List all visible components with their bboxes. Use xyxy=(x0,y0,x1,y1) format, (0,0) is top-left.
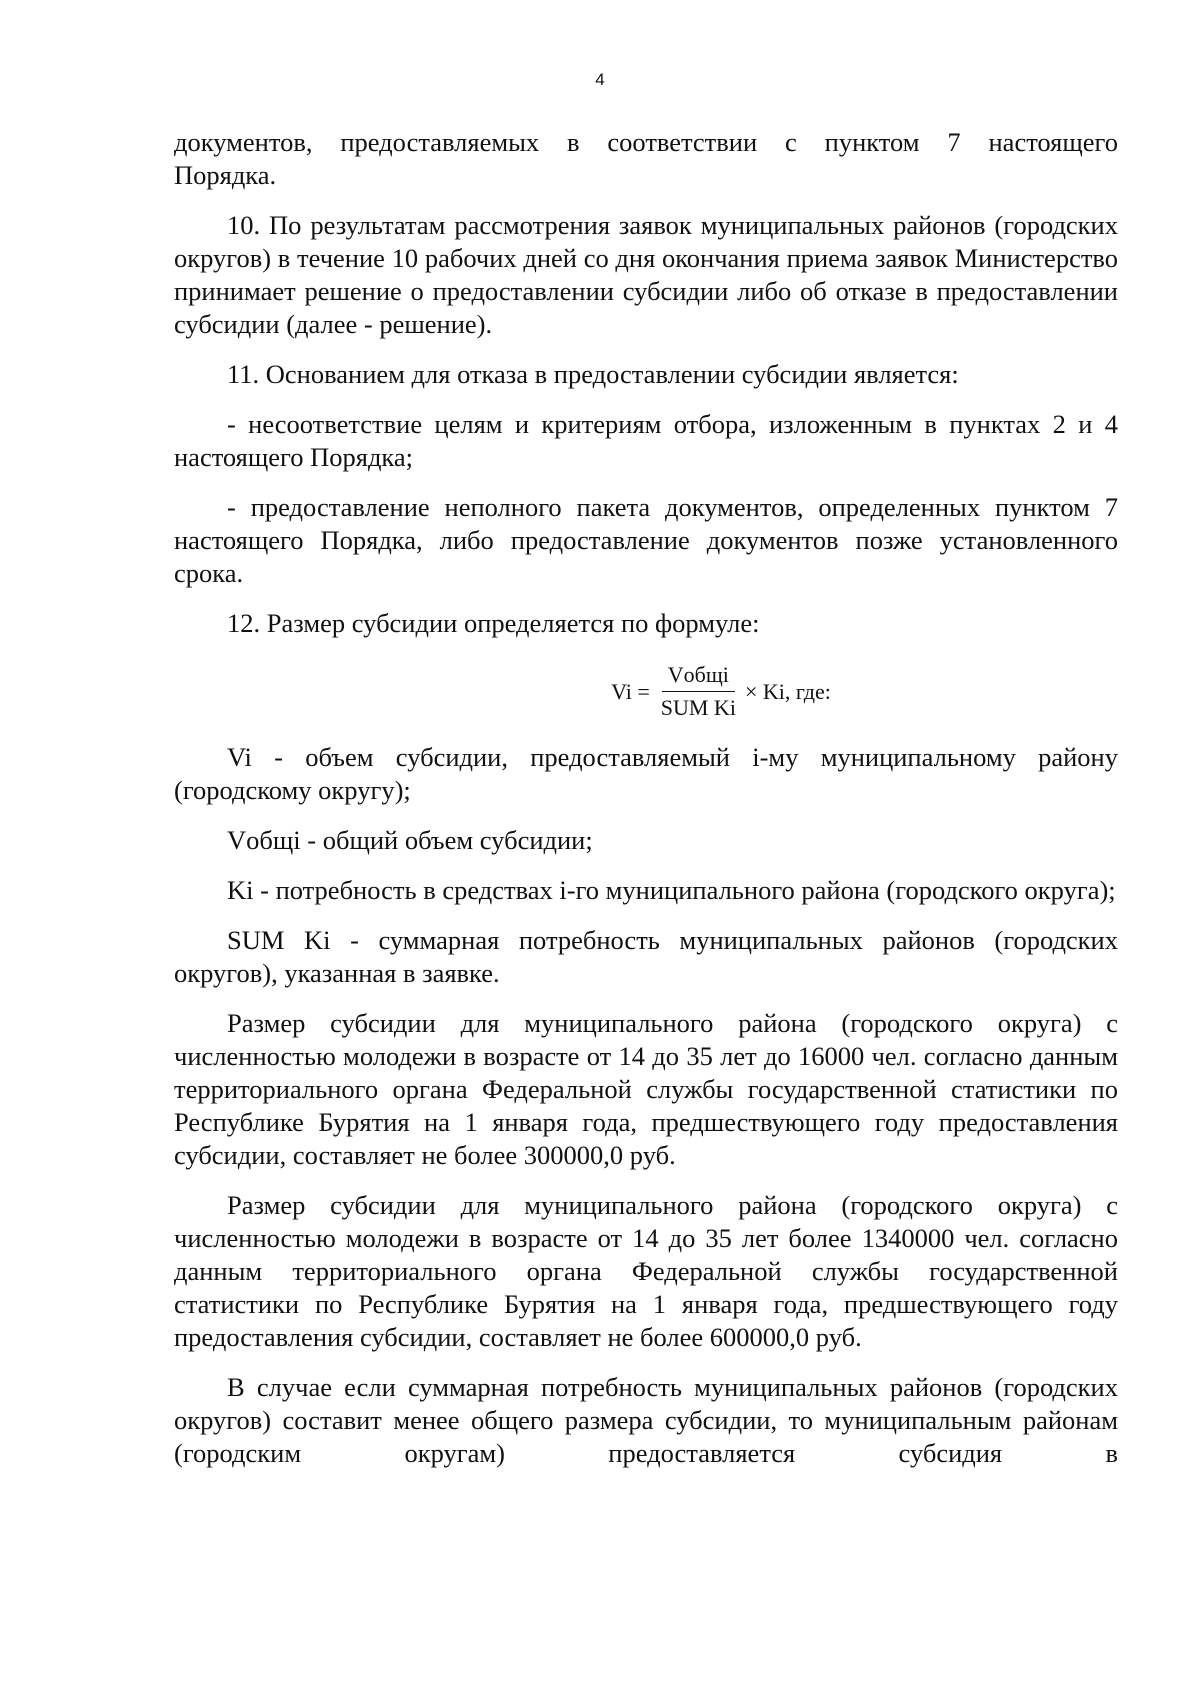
paragraph-subsidy-limit-small: Размер субсидии для муниципального района (городского округа) с численностью молодежи в возрасте от 14 до 35 лет до 16000 чел. согласно данным территориального органа Федеральной службы государственной статистики по Республике Бурятия на 1 января года, предшествующего году предоставления субсидии, составляет не более 300000,0 руб. xyxy=(174,1008,1118,1170)
definition-vtotal: Vобщі - общий объем субсидии; xyxy=(227,825,593,855)
definition-sum-ki: SUM Ki - суммарная потребность муниципальных районов (городских округов), указанная в заявке. xyxy=(174,925,1118,988)
subsidy-formula xyxy=(324,662,1118,721)
page-number: 4 xyxy=(595,70,605,89)
paragraph-10-decision: 10. По результатам рассмотрения заявок муниципальных районов (городских округов) в течение 10 рабочих дней со дня окончания приема заявок Министерство принимает решение о предоставлении субсидии либо об отказе в предоставлении субсидии (далее - решение). xyxy=(174,210,1118,339)
paragraph-continuation-line-2: Порядка. xyxy=(174,160,277,190)
formula-denominator: SUM Ki xyxy=(660,695,736,720)
refusal-ground-incomplete-documents: - предоставление неполного пакета документов, определенных пунктом 7 настоящего Порядка, либо предоставление документов позже установленного срока. xyxy=(174,492,1118,588)
formula-lhs: Vi = xyxy=(611,678,650,704)
paragraph-subsidy-limit-large: Размер субсидии для муниципального района (городского округа) с численностью молодежи в возрасте от 14 до 35 лет более 1340000 чел. согласно данным территориального органа Федеральной службы государственной статистики по Республике Бурятия на 1 января года, предшествующего году предоставления субсидии, составляет не более 600000,0 руб. xyxy=(174,1190,1118,1352)
definition-ki: Ki - потребность в средствах i-го муниципального района (городского округа); xyxy=(227,875,1116,905)
document-body xyxy=(174,126,1118,1487)
paragraph-total-demand: В случае если суммарная потребность муниципальных районов (городских округов) составит менее общего размера субсидии, то муниципальным районам (городским округам) предоставляется субсидия в xyxy=(174,1372,1118,1468)
definition-vi: Vi - объем субсидии, предоставляемый i-му муниципальному району (городскому округу); xyxy=(174,742,1118,805)
paragraph-12-formula-intro: 12. Размер субсидии определяется по формуле: xyxy=(227,608,760,638)
paragraph-11-refusal-grounds: 11. Основанием для отказа в предоставлении субсидии является: xyxy=(227,359,959,389)
paragraph-continuation-line-1: документов, предоставляемых в соответствии с пунктом 7 настоящего xyxy=(174,127,1118,157)
formula-fraction xyxy=(655,662,742,721)
formula-numerator: Vобщі xyxy=(662,662,735,692)
formula-rhs: × Ki, где: xyxy=(744,678,831,704)
refusal-ground-mismatch: - несоответствие целям и критериям отбора, изложенным в пунктах 2 и 4 настоящего Порядка; xyxy=(174,409,1118,472)
